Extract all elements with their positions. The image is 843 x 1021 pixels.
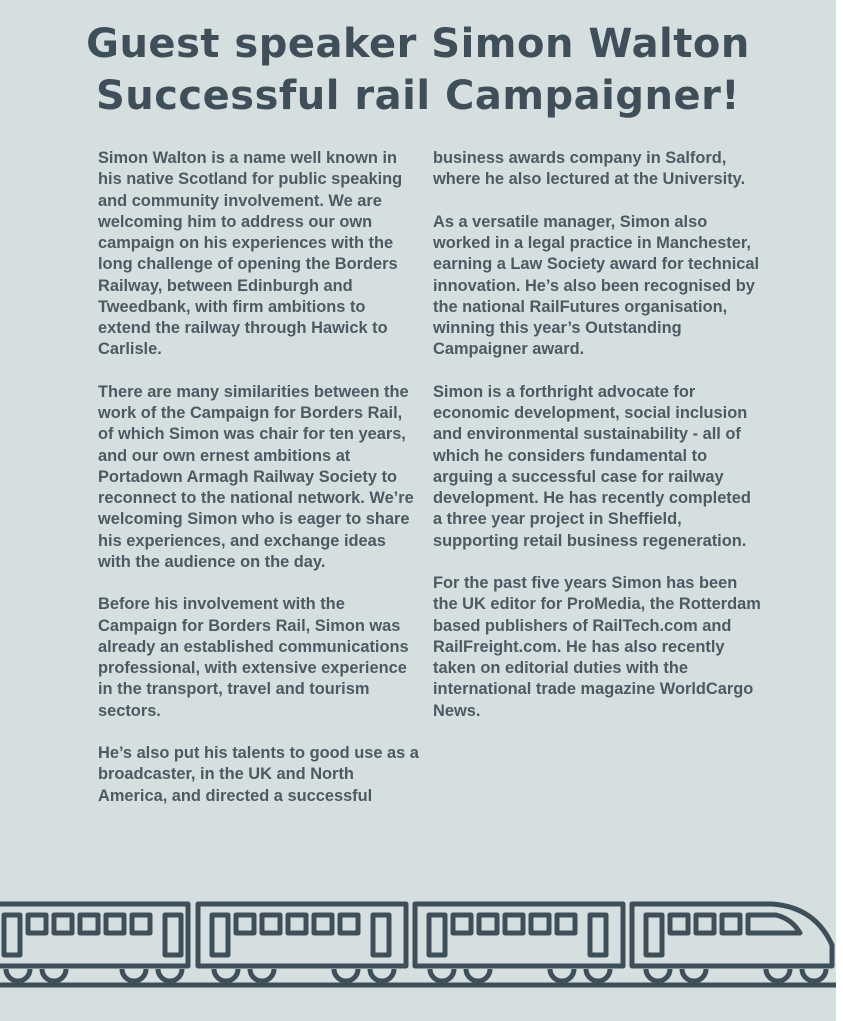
title-line-2: Successful rail Campaigner!	[95, 73, 741, 119]
left-paragraph-1: Simon Walton is a name well known in his native Scotland for public speaking and community involvement. We are welcoming him to address our own campaign on his experiences with the long challenge of opening the Borders Railway, between Edinburgh and Tweedbank, with firm ambitions to extend the railway through Hawick to Carlisle.	[98, 149, 403, 359]
left-paragraph-2: There are many similarities between the work of the Campaign for Borders Rail, of which Simon was chair for ten years, and our own ernest ambitions at Portadown Armagh Railway Society to reconnect to the national network. We’re welcoming Simon who is eager to share his experiences, and exchange ideas with the audience on the day.	[98, 382, 414, 571]
left-paragraph-3: Before his involvement with the Campaign for Borders Rail, Simon was already an established communications professional, with extensive experience in the transport, travel and tourism sectors.	[98, 595, 409, 720]
left-paragraph-4: He’s also put his talents to good use as a broadcaster, in the UK and North America, and directed a successful	[98, 744, 419, 805]
right-paragraph-3: Simon is a forthright advocate for economic development, social inclusion and environmental sustainability - all of which he considers fundamental to arguing a successful case for railway development. He has recently completed a three year project in Sheffield, supporting retail business regeneration.	[433, 382, 751, 550]
page-title	[0, 18, 836, 122]
right-paragraph-1: business awards company in Salford, where he also lectured at the University.	[433, 149, 746, 189]
right-paragraph-4: For the past five years Simon has been the UK editor for ProMedia, the Rotterdam based publishers of RailTech.com and RailFreight.com. He has also recently taken on editorial duties with the international trade magazine WorldCargo News.	[433, 574, 761, 720]
left-column	[98, 148, 420, 828]
train-illustration-icon	[0, 895, 836, 995]
right-paragraph-2: As a versatile manager, Simon also worked in a legal practice in Manchester, earning a Law Society award for technical innovation. He’s also been recognised by the national RailFutures organisation, winning this year’s Outstanding Campaigner award.	[433, 212, 760, 359]
right-column	[433, 148, 763, 743]
title-line-1: Guest speaker Simon Walton	[86, 21, 750, 67]
